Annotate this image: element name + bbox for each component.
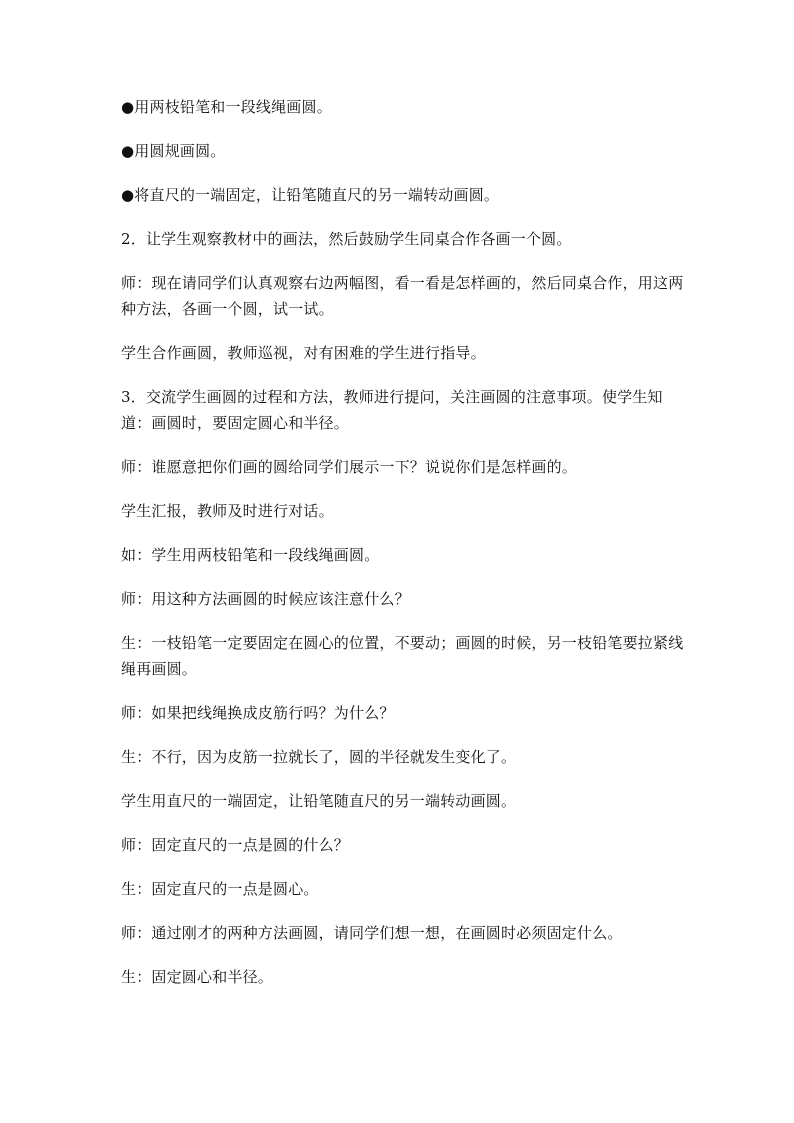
document-body xyxy=(121,94,691,1008)
paragraph-8: 师：谁愿意把你们画的圆给同学们展示一下？说说你们是怎样画的。 xyxy=(121,458,578,476)
paragraph-4: 2．让学生观察教材中的画法，然后鼓励学生同桌合作各画一个圆。 xyxy=(121,230,572,248)
paragraph-18: 师：通过刚才的两种方法画圆，请同学们想一想，在画圆时必须固定什么。 xyxy=(121,924,623,942)
paragraph-12: 生：一枝铅笔一定要固定在圆心的位置，不要动；画圆的时候，另一枝铅笔要拉紧线绳再画圆。 xyxy=(121,634,684,678)
paragraph-15: 学生用直尺的一端固定，让铅笔随直尺的另一端转动画圆。 xyxy=(121,792,517,810)
paragraph-16: 师：固定直尺的一点是圆的什么？ xyxy=(121,836,350,854)
paragraph-5: 师：现在请同学们认真观察右边两幅图，看一看是怎样画的，然后同桌合作，用这两种方法，各画一个圆，试一试。 xyxy=(121,274,684,318)
paragraph-11: 师：用这种方法画圆的时候应该注意什么？ xyxy=(121,590,410,608)
paragraph-10: 如：学生用两枝铅笔和一段线绳画圆。 xyxy=(121,546,380,564)
paragraph-1: ●用两枝铅笔和一段线绳画圆。 xyxy=(121,98,332,116)
paragraph-2: ●用圆规画圆。 xyxy=(121,142,226,160)
paragraph-6: 学生合作画圆，教师巡视，对有困难的学生进行指导。 xyxy=(121,344,486,362)
paragraph-3: ●将直尺的一端固定，让铅笔随直尺的另一端转动画圆。 xyxy=(121,186,500,204)
paragraph-7: 3．交流学生画圆的过程和方法，教师进行提问，关注画圆的注意事项。使学生知道：画圆时，要固定圆心和半径。 xyxy=(121,388,663,432)
paragraph-14: 生：不行，因为皮筋一拉就长了，圆的半径就发生变化了。 xyxy=(121,748,517,766)
paragraph-19: 生：固定圆心和半径。 xyxy=(121,968,274,986)
paragraph-9: 学生汇报，教师及时进行对话。 xyxy=(121,502,334,520)
paragraph-17: 生：固定直尺的一点是圆心。 xyxy=(121,880,319,898)
paragraph-13: 师：如果把线绳换成皮筋行吗？为什么？ xyxy=(121,704,395,722)
